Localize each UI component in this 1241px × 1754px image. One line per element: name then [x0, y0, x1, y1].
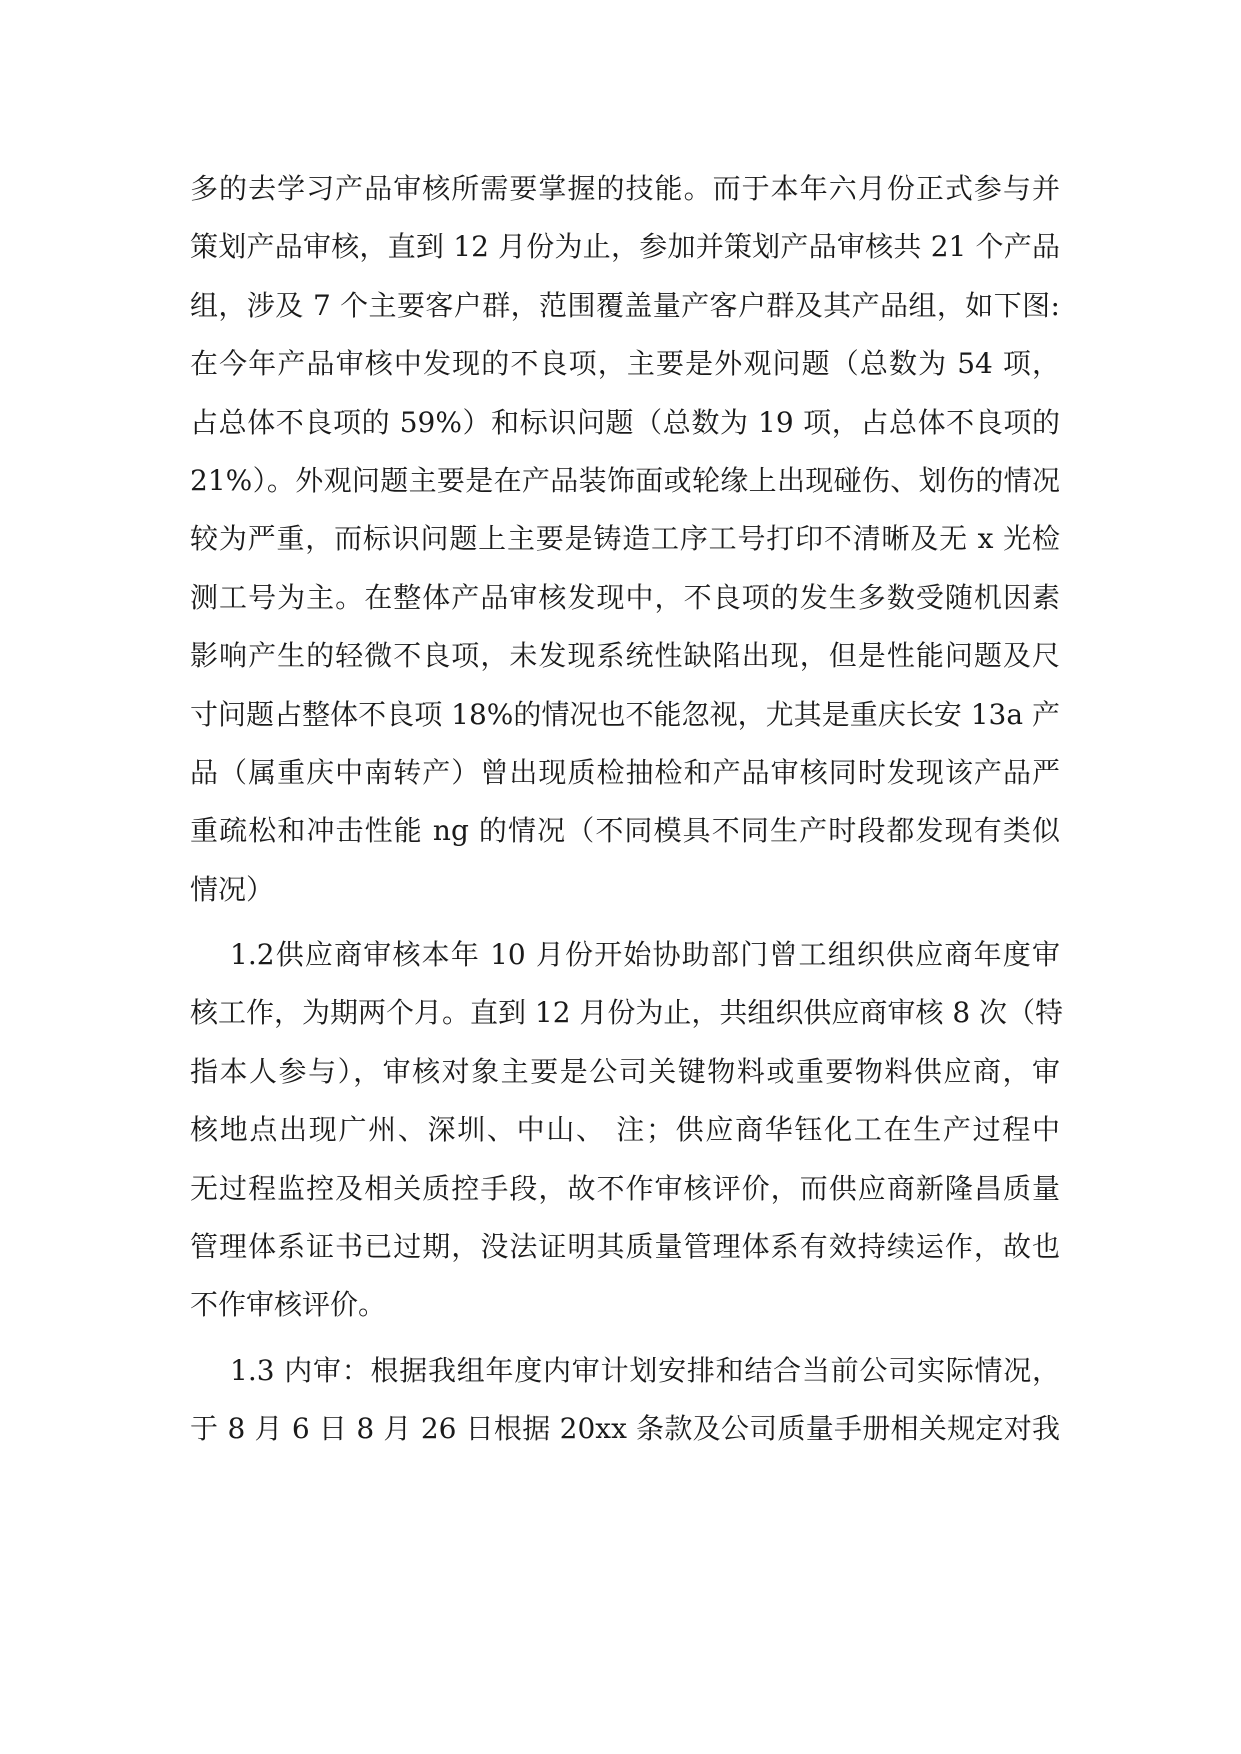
text-line: 1.3 内审：根据我组年度内审计划安排和结合当前公司实际情况，: [230, 1353, 1060, 1387]
text-line: 不作审核评价。: [190, 1288, 387, 1322]
text-line: 无过程监控及相关质控手段，故不作审核评价，而供应商新隆昌质量: [190, 1171, 1060, 1205]
text-line: 情况）: [190, 872, 275, 906]
text-line: 重疏松和冲击性能 ng 的情况（不同模具不同生产时段都发现有类似: [190, 814, 1060, 848]
text-line: 多的去学习产品审核所需要掌握的技能。而于本年六月份正式参与并: [190, 172, 1060, 205]
text-line: 核地点出现广州、深圳、中山、 注；供应商华钰化工在生产过程中: [190, 1113, 1060, 1147]
paragraph-spacer: [190, 1335, 1060, 1342]
text-line: 指本人参与），审核对象主要是公司关键物料或重要物料供应商，审: [190, 1054, 1060, 1088]
document-body: [190, 160, 1064, 1459]
text-line: 组，涉及 7 个主要客户群，范围覆盖量产客户群及其产品组，如下图:: [190, 288, 1060, 322]
text-line: 测工号为主。在整体产品审核发现中，不良项的发生多数受随机因素: [190, 580, 1060, 614]
text-line: 管理体系证书已过期，没法证明其质量管理体系有效持续运作，故也: [190, 1230, 1060, 1264]
text-line: 品（属重庆中南转产）曾出现质检抽检和产品审核同时发现该产品严: [190, 755, 1060, 789]
paragraph-internal-audit: [190, 1342, 1060, 1459]
text-line: 寸问题占整体不良项 18%的情况也不能忽视，尤其是重庆长安 13a 产: [190, 697, 1060, 731]
text-line: 1.2供应商审核本年 10 月份开始协助部门曾工组织供应商年度审: [230, 938, 1060, 972]
text-line: 核工作，为期两个月。直到 12 月份为止，共组织供应商审核 8 次（特: [190, 996, 1064, 1030]
text-line: 在今年产品审核中发现的不良项，主要是外观问题（总数为 54 项，: [190, 347, 1060, 381]
text-line: 21%）。外观问题主要是在产品装饰面或轮缘上出现碰伤、划伤的情况: [190, 463, 1060, 497]
text-line: 于 8 月 6 日 8 月 26 日根据 20xx 条款及公司质量手册相关规定对我: [190, 1412, 1060, 1446]
text-line: 策划产品审核，直到 12 月份为止，参加并策划产品审核共 21 个产品: [190, 230, 1060, 264]
paragraph-product-audit: [190, 160, 1060, 919]
text-line: 较为严重，而标识问题上主要是铸造工序工号打印不清晰及无 x 光检: [190, 522, 1060, 556]
text-line: 影响产生的轻微不良项，未发现系统性缺陷出现，但是性能问题及尺: [190, 639, 1060, 673]
text-line: 占总体不良项的 59%）和标识问题（总数为 19 项，占总体不良项的: [190, 405, 1060, 439]
paragraph-spacer: [190, 919, 1060, 926]
paragraph-supplier-audit: [190, 926, 1064, 1335]
